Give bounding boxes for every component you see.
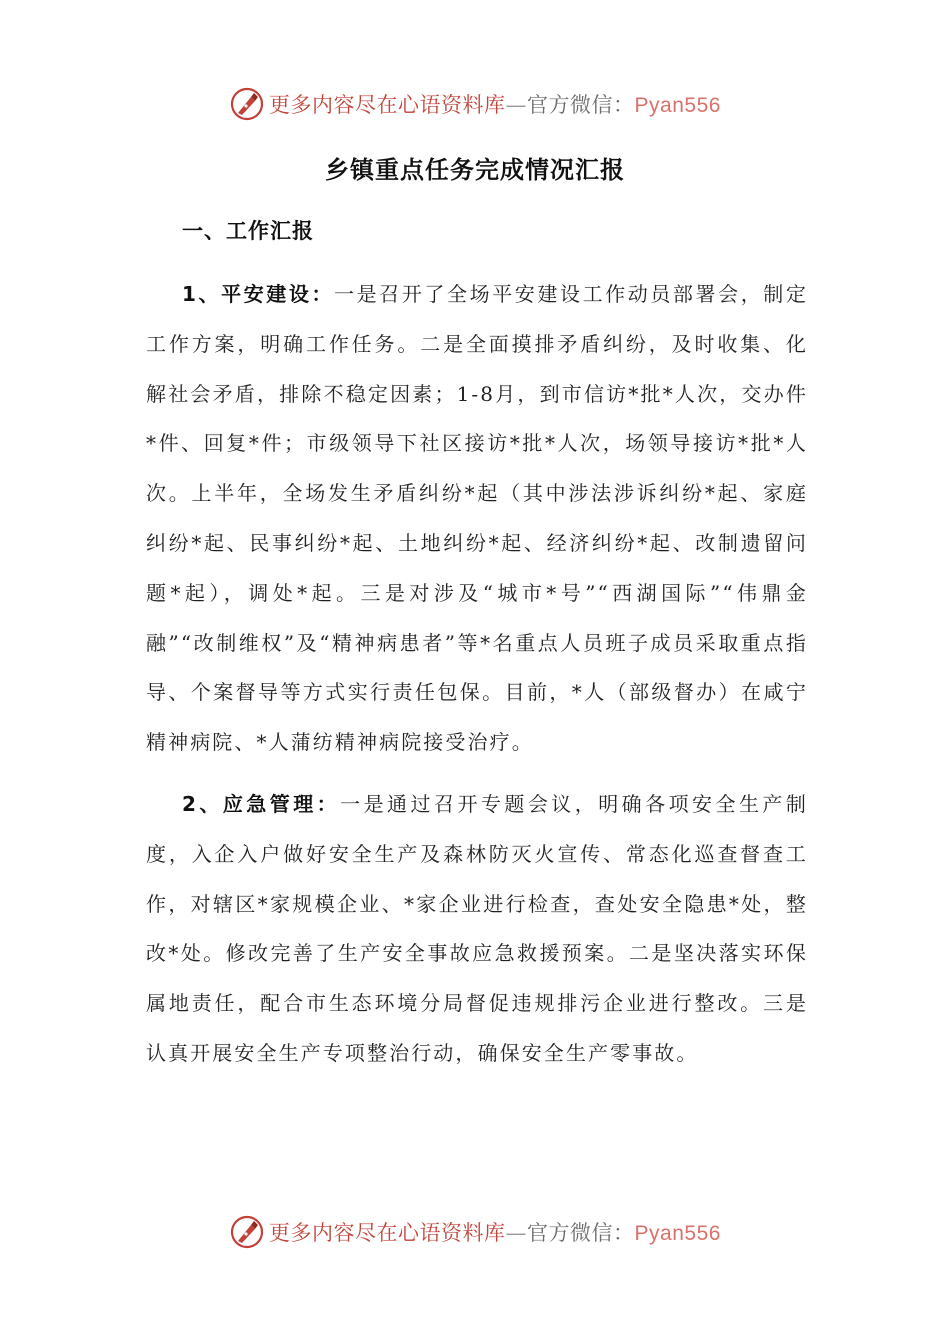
paragraph-body: 一是通过召开专题会议，明确各项安全生产制度，入企入户做好安全生产及森林防灭火宣传、常态化巡查督查工作，对辖区*家规模企业、*家企业进行检查，查处安全隐患*处，整改*处。修改完善了生产安全事故应急救援预案。二是坚决落实环保属地责任，配合市生态环境分局督促违规排污企业进行整改。三是认真开展安全生产专项整治行动，确保安全生产零事故。 <box>146 792 808 1065</box>
paragraph-emergency-management <box>146 780 808 1079</box>
paragraph-label: 1、平安建设： <box>182 282 335 306</box>
pen-nib-icon <box>229 1214 265 1250</box>
watermark-dash: — <box>505 1221 528 1245</box>
section-heading: 一、工作汇报 <box>182 219 314 243</box>
pen-nib-icon <box>229 86 265 122</box>
footer-watermark <box>0 1210 950 1254</box>
paragraph-label: 2、应急管理： <box>182 792 341 816</box>
watermark-wechat-id: Pyan556 <box>634 94 721 117</box>
watermark-wechat-label: 官方微信： <box>527 1221 635 1245</box>
watermark-site-text: 更多内容尽在心语资料库 <box>269 93 506 117</box>
header-watermark <box>0 82 950 126</box>
watermark-text <box>269 1217 721 1247</box>
watermark-text <box>269 89 721 119</box>
watermark-dash: — <box>505 93 528 117</box>
paragraph-safety-construction <box>146 270 808 768</box>
watermark-site-text: 更多内容尽在心语资料库 <box>269 1221 506 1245</box>
paragraph-body: 一是召开了全场平安建设工作动员部署会，制定工作方案，明确工作任务。二是全面摸排矛盾纠纷，及时收集、化解社会矛盾，排除不稳定因素；1-8月，到市信访*批*人次，交办件*件、回复*件；市级领导下社区接访*批*人次，场领导接访*批*人次。上半年，全场发生矛盾纠纷*起（其中涉法涉诉纠纷*起、家庭纠纷*起、民事纠纷*起、土地纠纷*起、经济纠纷*起、改制遗留问题*起），调处*起。三是对涉及“城市*号”“西湖国际”“伟鼎金融”“改制维权”及“精神病患者”等*名重点人员班子成员采取重点指导、个案督导等方式实行责任包保。目前，*人（部级督办）在咸宁精神病院、*人蒲纺精神病院接受治疗。 <box>146 282 808 755</box>
document-title: 乡镇重点任务完成情况汇报 <box>325 156 625 184</box>
watermark-wechat-id: Pyan556 <box>634 1222 721 1245</box>
watermark-wechat-label: 官方微信： <box>527 93 635 117</box>
